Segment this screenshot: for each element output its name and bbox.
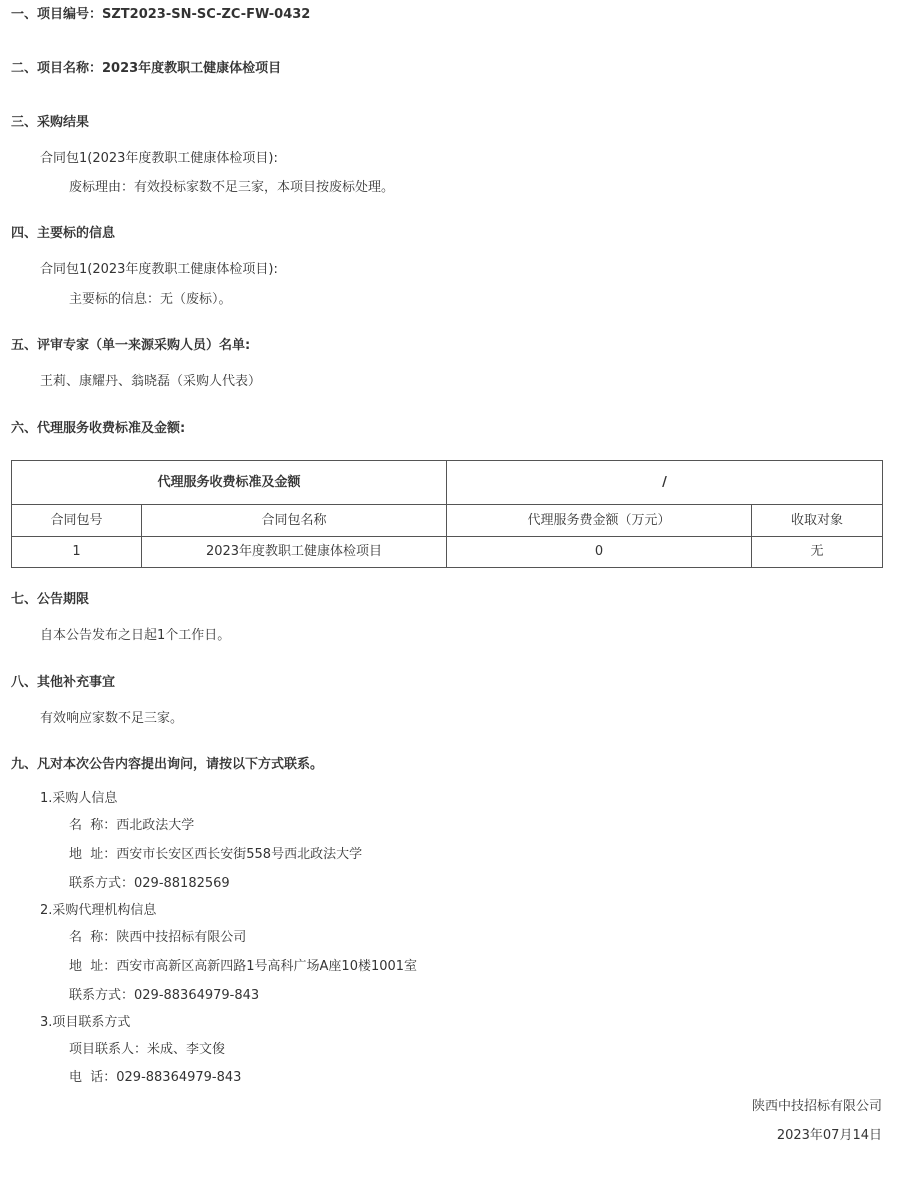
contact-heading: 九、凡对本次公告内容提出询问，请按以下方式联系。 bbox=[11, 757, 324, 772]
agency-name: 名 称：陕西中技招标有限公司 bbox=[69, 930, 247, 945]
purchaser-info-heading: 1.采购人信息 bbox=[40, 791, 118, 806]
column-header: 合同包名称 bbox=[142, 505, 447, 537]
column-header: 合同包号 bbox=[12, 505, 142, 537]
agency-info-heading: 2.采购代理机构信息 bbox=[40, 903, 157, 918]
experts-heading: 五、评审专家（单一来源采购人员）名单: bbox=[11, 338, 251, 353]
fee-standard-value: / bbox=[447, 461, 883, 505]
notice-period-text: 自本公告发布之日起1个工作日。 bbox=[40, 628, 231, 643]
project-name-heading: 二、项目名称：2023年度教职工健康体检项目 bbox=[11, 61, 282, 76]
agency-address: 地 址：西安市高新区高新四路1号高科广场A座10楼1001室 bbox=[69, 959, 418, 974]
project-number-heading: 一、项目编号：SZT2023-SN-SC-ZC-FW-0432 bbox=[11, 7, 311, 22]
result-package-label: 合同包1(2023年度教职工健康体检项目): bbox=[40, 151, 278, 166]
main-subject-info: 主要标的信息：无（废标）。 bbox=[69, 292, 232, 307]
table-column-row bbox=[12, 505, 883, 537]
notice-period-heading: 七、公告期限 bbox=[11, 592, 90, 607]
subject-package-label: 合同包1(2023年度教职工健康体检项目): bbox=[40, 262, 278, 277]
agency-fee-table bbox=[11, 460, 883, 568]
footer-company: 陕西中技招标有限公司 bbox=[751, 1099, 882, 1114]
purchaser-address: 地 址：西安市长安区西长安街558号西北政法大学 bbox=[69, 847, 363, 862]
table-cell: 1 bbox=[12, 537, 142, 568]
table-cell: 2023年度教职工健康体检项目 bbox=[142, 537, 447, 568]
main-subject-heading: 四、主要标的信息 bbox=[11, 226, 116, 241]
purchaser-name: 名 称：西北政法大学 bbox=[69, 818, 195, 833]
project-contact-heading: 3.项目联系方式 bbox=[40, 1015, 131, 1030]
supplementary-heading: 八、其他补充事宜 bbox=[11, 675, 116, 690]
supplementary-text: 有效响应家数不足三家。 bbox=[40, 711, 184, 726]
column-header: 收取对象 bbox=[752, 505, 883, 537]
column-header: 代理服务费金额（万元） bbox=[447, 505, 752, 537]
agency-contact: 联系方式：029-88364979-843 bbox=[69, 988, 260, 1003]
fee-standard-label: 代理服务收费标准及金额 bbox=[12, 461, 447, 505]
footer-date: 2023年07月14日 bbox=[776, 1128, 882, 1143]
project-contact-phone: 电 话：029-88364979-843 bbox=[69, 1070, 242, 1085]
experts-list: 王莉、康耀丹、翁晓磊（采购人代表） bbox=[40, 374, 262, 389]
purchaser-contact: 联系方式：029-88182569 bbox=[69, 876, 230, 891]
table-header-row bbox=[12, 461, 883, 505]
agency-fee-heading: 六、代理服务收费标准及金额: bbox=[11, 421, 186, 436]
table-row bbox=[12, 537, 883, 568]
table-cell: 无 bbox=[752, 537, 883, 568]
failure-reason: 废标理由：有效投标家数不足三家，本项目按废标处理。 bbox=[69, 180, 395, 195]
procurement-result-heading: 三、采购结果 bbox=[11, 115, 90, 130]
project-contact-persons: 项目联系人：米成、李文俊 bbox=[69, 1042, 226, 1057]
table-cell: 0 bbox=[447, 537, 752, 568]
